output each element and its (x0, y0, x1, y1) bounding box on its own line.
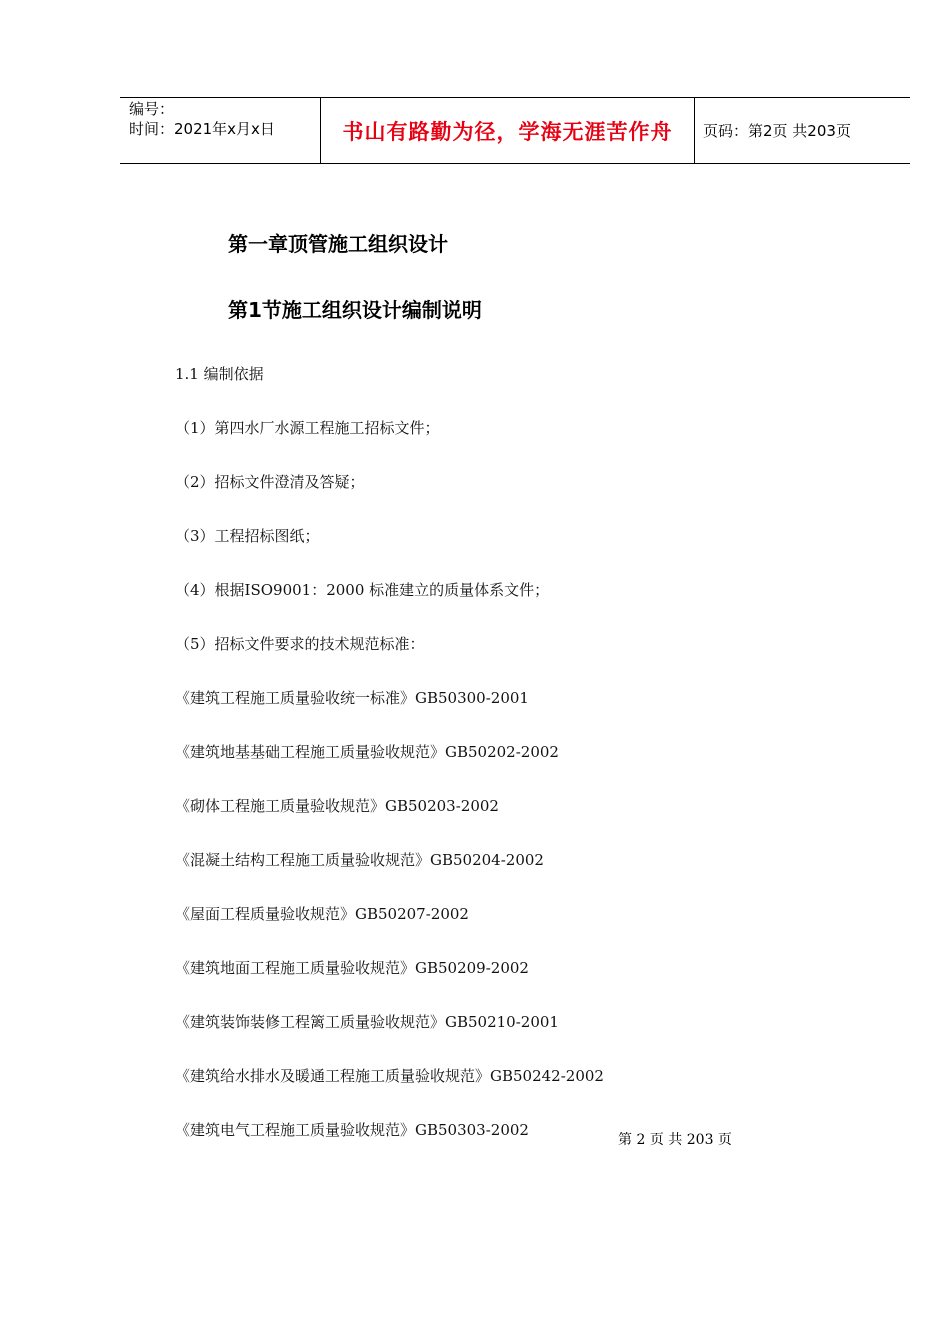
page-header (120, 97, 910, 164)
chapter-title: 第一章顶管施工组织设计 (228, 232, 448, 256)
body-line: 《建筑地基基础工程施工质量验收规范》GB50202-2002 (175, 743, 559, 761)
section-title: 第1节施工组织设计编制说明 (228, 298, 482, 322)
header-meta-cell (120, 98, 321, 163)
body-lines (175, 362, 604, 1172)
document-time-label: 时间：2021年x月x日 (129, 120, 275, 138)
header-motto: 书山有路勤为径，学海无涯苦作舟 (342, 118, 673, 144)
body-line: 《建筑装饰装修工程篱工质量验收规范》GB50210-2001 (175, 1013, 559, 1031)
body-line: （3）工程招标图纸； (175, 527, 320, 545)
body-line: （2）招标文件澄清及答疑； (175, 473, 365, 491)
header-motto-cell (321, 98, 695, 163)
body-line: 《混凝土结构工程施工质量验收规范》GB50204-2002 (175, 851, 544, 869)
page-footer: 第 2 页 共 203 页 (618, 1132, 732, 1148)
document-number-label: 编号： (129, 100, 175, 118)
body-line: 《屋面工程质量验收规范》GB50207-2002 (175, 905, 469, 923)
header-page-cell (695, 98, 910, 163)
body-line: （1）第四水厂水源工程施工招标文件； (175, 419, 440, 437)
body-line: （4）根据ISO9001：2000 标准建立的质量体系文件； (175, 581, 550, 599)
body-line: 《建筑给水排水及暖通工程施工质量验收规范》GB50242-2002 (175, 1067, 604, 1085)
header-page-info: 页码：第2页 共203页 (703, 122, 851, 140)
body-line: （5）招标文件要求的技术规范标准： (175, 635, 425, 653)
body-line: 《砌体工程施工质量验收规范》GB50203-2002 (175, 797, 499, 815)
body-line: 《建筑电气工程施工质量验收规范》GB50303-2002 (175, 1121, 529, 1139)
body-line: 《建筑地面工程施工质量验收规范》GB50209-2002 (175, 959, 529, 977)
body-line: 《建筑工程施工质量验收统一标准》GB50300-2001 (175, 689, 529, 707)
body-line: 1.1 编制依据 (175, 365, 264, 383)
